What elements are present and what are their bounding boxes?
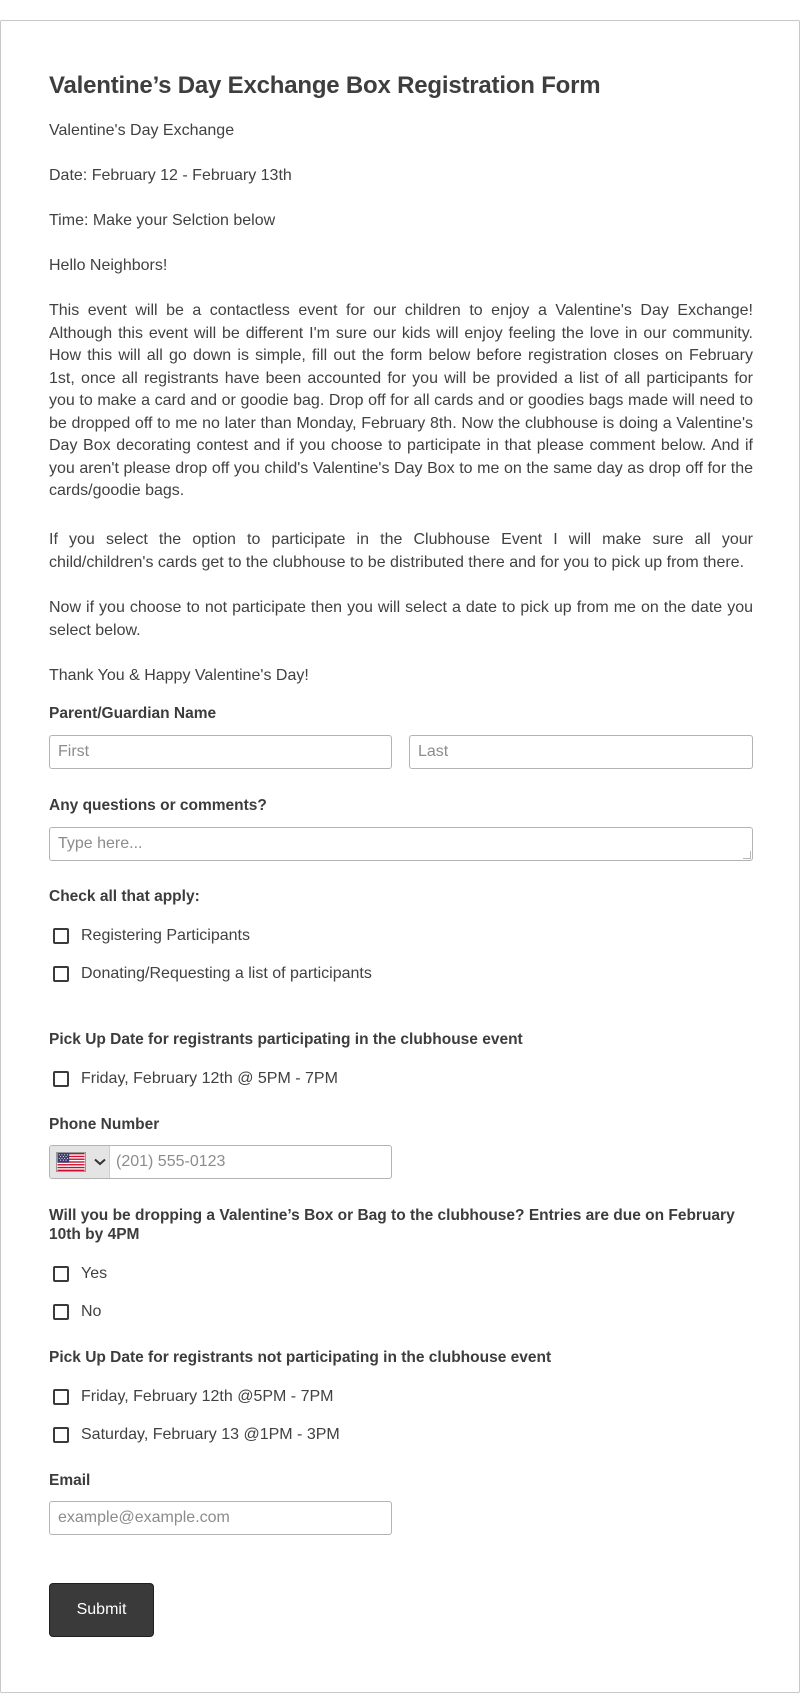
intro-line-time: Time: Make your Selction below	[49, 212, 276, 229]
guardian-first-name-input[interactable]	[49, 735, 392, 769]
dropping-box-label: Will you be dropping a Valentine’s Box or Bag to the clubhouse? Entries are due on February 10th by 4PM	[49, 1207, 735, 1243]
checkbox[interactable]	[53, 1071, 69, 1087]
option-label: No	[81, 1303, 102, 1320]
email-label: Email	[49, 1472, 91, 1489]
intro-thanks: Thank You & Happy Valentine's Day!	[49, 667, 309, 684]
option-label: Friday, February 12th @ 5PM - 7PM	[81, 1070, 338, 1087]
intro-clubhouse-note: If you select the option to participate in the Clubhouse Event I will make sure all your child/children's cards get to the clubhouse to be distributed there and for you to pick up from there.	[49, 531, 753, 571]
check-all-label: Check all that apply:	[49, 888, 200, 905]
phone-number-label: Phone Number	[49, 1116, 160, 1133]
country-code-select[interactable]	[50, 1146, 110, 1178]
checkbox[interactable]	[53, 1266, 69, 1282]
intro-line-event: Valentine's Day Exchange	[49, 122, 235, 139]
guardian-name-label: Parent/Guardian Name	[49, 705, 217, 722]
checkbox[interactable]	[53, 1427, 69, 1443]
option-pickup-saturday[interactable]	[49, 1423, 340, 1447]
intro-greeting: Hello Neighbors!	[49, 257, 168, 274]
option-label: Donating/Requesting a list of participants	[81, 965, 372, 982]
option-dropping-yes[interactable]	[49, 1262, 107, 1286]
submit-button[interactable]: Submit	[49, 1583, 154, 1637]
pickup-not-clubhouse-label: Pick Up Date for registrants not participating in the clubhouse event	[49, 1349, 552, 1366]
checkbox[interactable]	[53, 966, 69, 982]
email-input[interactable]	[49, 1501, 392, 1535]
us-flag-icon	[56, 1152, 86, 1172]
option-pickup-friday[interactable]	[49, 1385, 333, 1409]
guardian-last-name-input[interactable]	[409, 735, 753, 769]
form-title: Valentine’s Day Exchange Box Registration Form	[49, 72, 601, 99]
option-label: Saturday, February 13 @1PM - 3PM	[81, 1426, 340, 1443]
intro-line-date: Date: February 12 - February 13th	[49, 167, 292, 184]
form-card	[0, 20, 800, 1693]
chevron-down-icon	[94, 1158, 106, 1166]
comments-textarea[interactable]	[49, 827, 753, 861]
option-pickup-clubhouse-friday[interactable]	[49, 1067, 338, 1091]
phone-field	[49, 1145, 392, 1179]
option-label: Registering Participants	[81, 927, 250, 944]
pickup-clubhouse-label: Pick Up Date for registrants participating in the clubhouse event	[49, 1031, 523, 1048]
option-registering-participants[interactable]	[49, 924, 250, 948]
checkbox[interactable]	[53, 1389, 69, 1405]
intro-description: This event will be a contactless event for our children to enjoy a Valentine's Day Exchange! Although this event will be different I'm sure our kids will enjoy feeling the love in our community. How this will all go down is simple, fill out the form below before registration closes on February 1st, once all registrants have been accounted for you will be provided a list of all participants for you to make a card and or goodie bag. Drop off for all cards and or goodies bags made will need to be dropped off to me no later than Monday, February 8th. Now the clubhouse is doing a Valentine's Day Box decorating contest and if you choose to participate in that please comment below. And if you aren't please drop off you child's Valentine's Day Box to me on the same day as drop off for the cards/goodie bags.	[49, 302, 753, 499]
option-donating-requesting[interactable]	[49, 962, 372, 986]
option-label: Friday, February 12th @5PM - 7PM	[81, 1388, 334, 1405]
intro-pickup-note: Now if you choose to not participate then you will select a date to pick up from me on the date you select below.	[49, 599, 753, 639]
resize-handle-icon[interactable]	[743, 851, 751, 859]
checkbox[interactable]	[53, 1304, 69, 1320]
option-dropping-no[interactable]	[49, 1300, 101, 1324]
phone-number-input[interactable]	[110, 1146, 391, 1178]
comments-field	[49, 827, 753, 861]
comments-label: Any questions or comments?	[49, 797, 267, 814]
checkbox[interactable]	[53, 928, 69, 944]
option-label: Yes	[81, 1265, 108, 1282]
